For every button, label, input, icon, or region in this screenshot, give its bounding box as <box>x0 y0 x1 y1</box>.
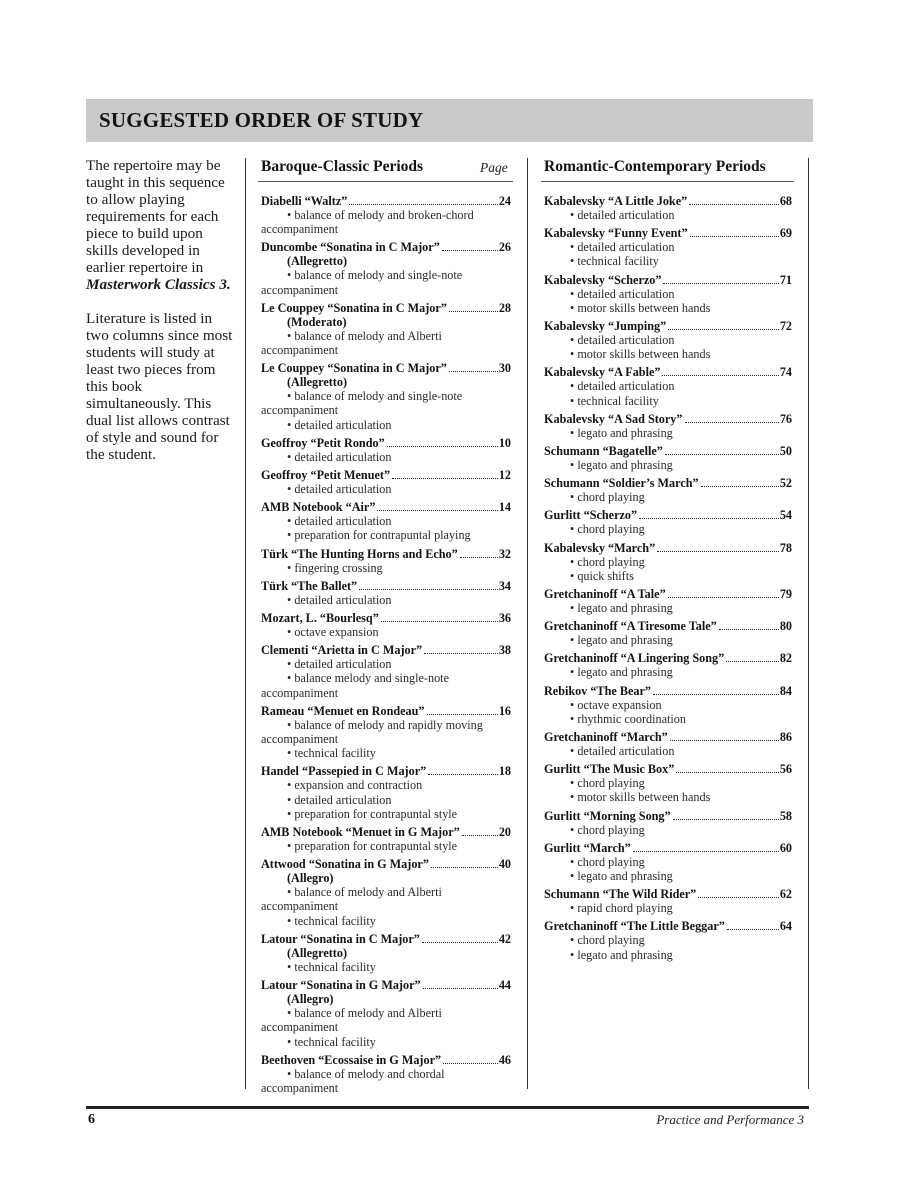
baroque-entry-list <box>261 194 511 1099</box>
skill-note: • expansion and contraction <box>287 778 423 793</box>
leader-dots <box>349 204 497 205</box>
piece-title: Le Couppey “Sonatina in C Major” <box>261 361 447 376</box>
skill-note: • legato and phrasing <box>570 458 673 473</box>
entry-title <box>544 226 792 240</box>
entry-title <box>261 361 511 375</box>
list-item <box>261 468 511 496</box>
leader-dots <box>381 621 498 622</box>
leader-dots <box>670 740 779 741</box>
list-item <box>261 825 511 853</box>
piece-title: Schumann “Bagatelle” <box>544 444 663 459</box>
skill-note: • balance melody and single-note accompaniment <box>261 671 449 700</box>
piece-title: Beethoven “Ecossaise in G Major” <box>261 1052 442 1067</box>
page-ref: 79 <box>779 587 792 602</box>
leader-dots <box>423 988 498 989</box>
piece-title: Latour “Sonatina in C Major” <box>261 931 420 946</box>
leader-dots <box>726 661 779 662</box>
baroque-column-heading: Baroque-Classic Periods <box>261 158 424 175</box>
page-ref: 76 <box>779 411 792 426</box>
piece-title: Gretchaninoff “A Tale” <box>544 587 666 602</box>
piece-title: Schumann “The Wild Rider” <box>544 887 697 902</box>
list-item <box>544 226 792 268</box>
page-ref: 71 <box>779 272 792 287</box>
list-item <box>261 704 511 761</box>
intro-book-title: Masterwork Classics 3. <box>86 276 231 293</box>
skill-note: • motor skills between hands <box>570 300 711 315</box>
column-divider-right <box>808 158 809 1089</box>
entry-title <box>261 436 511 450</box>
list-item <box>544 365 792 407</box>
list-item <box>261 500 511 542</box>
leader-dots <box>689 204 779 205</box>
romantic-column-heading: Romantic-Contemporary Periods <box>544 158 766 175</box>
page-ref: 72 <box>779 319 792 334</box>
page-ref: 30 <box>498 361 511 376</box>
entry-title <box>261 611 511 625</box>
intro-paragraph-1-text: The repertoire may be taught in this sequence to allow playing requirements for each piece to build upon skills developed in earlier repertoire in <box>86 157 225 276</box>
skill-note: • detailed articulation <box>287 449 392 464</box>
skill-note: • legato and phrasing <box>570 947 673 962</box>
entry-title <box>261 579 511 593</box>
romantic-heading-rule <box>541 181 794 182</box>
piece-title: AMB Notebook “Air” <box>261 500 376 515</box>
entry-title <box>544 762 792 776</box>
leader-dots <box>424 653 498 654</box>
leader-dots <box>668 597 779 598</box>
skill-note: • legato and phrasing <box>570 869 673 884</box>
skill-note: • technical facility <box>570 254 659 269</box>
skill-note: • rapid chord playing <box>570 901 673 916</box>
leader-dots <box>663 283 778 284</box>
list-item <box>544 651 792 679</box>
skill-note: • balance of melody and Alberti accompaniment <box>261 328 442 358</box>
list-item <box>261 857 511 928</box>
baroque-heading-rule <box>258 181 513 182</box>
page-ref: 54 <box>779 508 792 523</box>
column-divider-left <box>245 158 246 1089</box>
romantic-entry-list <box>544 194 792 966</box>
piece-title: Türk “The Hunting Horns and Echo” <box>261 546 458 561</box>
leader-dots <box>443 1063 498 1064</box>
leader-dots <box>427 714 498 715</box>
page-ref: 56 <box>779 762 792 777</box>
list-item <box>544 476 792 504</box>
skill-note: • detailed articulation <box>287 792 392 807</box>
skill-note: • balance of melody and single-note accompaniment <box>261 389 463 418</box>
entry-title <box>544 651 792 665</box>
skill-note: • chord playing <box>570 933 645 948</box>
piece-title: Diabelli “Waltz” <box>261 194 348 208</box>
leader-dots <box>392 478 498 479</box>
skill-note: • chord playing <box>570 776 645 791</box>
skill-note: • balance of melody and Alberti accompaniment <box>261 885 442 914</box>
page-ref: 84 <box>779 683 792 698</box>
intro-paragraph-1 <box>86 157 236 293</box>
entry-title <box>544 444 792 458</box>
skill-note: • detailed articulation <box>570 208 675 222</box>
page-ref: 20 <box>498 825 511 840</box>
skill-note: • detailed articulation <box>570 379 675 394</box>
skill-note: • quick shifts <box>570 568 634 583</box>
leader-dots <box>657 551 779 552</box>
page-ref: 16 <box>498 703 511 718</box>
skill-note: • rhythmic coordination <box>570 711 686 726</box>
entry-title <box>261 643 511 657</box>
piece-title: Le Couppey “Sonatina in C Major” <box>261 300 447 315</box>
entry-title <box>261 301 511 315</box>
page-ref: 74 <box>779 365 792 380</box>
leader-dots <box>662 375 778 376</box>
leader-dots <box>685 422 779 423</box>
tempo-marking: (Allegretto) <box>287 945 348 960</box>
leader-dots <box>442 250 498 251</box>
section-title-bar <box>86 99 813 142</box>
list-item <box>261 436 511 464</box>
skill-note: • chord playing <box>570 822 645 837</box>
leader-dots <box>690 236 779 237</box>
skill-note: • technical facility <box>287 913 376 928</box>
leader-dots <box>639 518 779 519</box>
piece-title: Gretchaninoff “The Little Beggar” <box>544 919 725 934</box>
list-item <box>261 611 511 639</box>
skill-note: • legato and phrasing <box>570 633 673 648</box>
list-item <box>544 194 792 222</box>
entry-title <box>544 730 792 744</box>
piece-title: Gretchaninoff “A Tiresome Tale” <box>544 619 717 634</box>
leader-dots <box>668 329 779 330</box>
footer-rule <box>86 1106 809 1109</box>
list-item <box>261 579 511 607</box>
leader-dots <box>698 897 779 898</box>
page-ref: 82 <box>779 651 792 666</box>
piece-title: Kabalevsky “Jumping” <box>544 319 667 334</box>
skill-note: • detailed articulation <box>287 417 392 432</box>
entry-title <box>261 468 511 482</box>
piece-title: Attwood “Sonatina in G Major” <box>261 857 429 872</box>
page-ref: 36 <box>498 611 511 626</box>
list-item <box>261 643 511 700</box>
entry-title <box>261 547 511 561</box>
entry-title <box>544 919 792 933</box>
page-ref: 86 <box>779 730 792 745</box>
piece-title: Clementi “Arietta in C Major” <box>261 643 423 658</box>
list-item <box>544 684 792 726</box>
tempo-marking: (Allegro) <box>287 992 334 1007</box>
skill-note: • detailed articulation <box>570 286 675 301</box>
piece-title: Geoffroy “Petit Menuet” <box>261 468 391 483</box>
entry-title <box>544 619 792 633</box>
entry-title <box>544 194 792 208</box>
page-column-label: Page <box>480 160 508 175</box>
list-item <box>261 1053 511 1095</box>
list-item <box>544 319 792 361</box>
page-ref: 18 <box>498 764 511 779</box>
piece-title: Gretchaninoff “March” <box>544 730 668 745</box>
entry-title <box>261 932 511 946</box>
leader-dots <box>359 589 498 590</box>
leader-dots <box>633 851 779 852</box>
list-item <box>544 919 792 961</box>
skill-note: • detailed articulation <box>570 744 675 759</box>
page-ref: 12 <box>498 468 511 483</box>
leader-dots <box>673 819 779 820</box>
leader-dots <box>428 774 498 775</box>
skill-note: • motor skills between hands <box>570 790 711 805</box>
entry-title <box>544 809 792 823</box>
list-item <box>261 764 511 821</box>
entry-title <box>544 412 792 426</box>
page-ref: 69 <box>779 226 792 241</box>
skill-note: • fingering crossing <box>287 560 383 575</box>
piece-title: Rameau “Menuet en Rondeau” <box>261 703 425 718</box>
skill-note: • technical facility <box>287 1034 376 1049</box>
skill-note: • detailed articulation <box>287 482 392 497</box>
piece-title: Geoffroy “Petit Rondo” <box>261 435 385 450</box>
entry-title <box>261 857 511 871</box>
skill-note: • octave expansion <box>287 625 379 640</box>
piece-title: Kabalevsky “A Fable” <box>544 365 661 380</box>
leader-dots <box>676 772 778 773</box>
skill-note: • legato and phrasing <box>570 665 673 680</box>
piece-title: Kabalevsky “A Little Joke” <box>544 194 688 208</box>
page-title: SUGGESTED ORDER OF STUDY <box>99 108 424 132</box>
piece-title: Kabalevsky “March” <box>544 540 656 555</box>
intro-text <box>86 157 236 463</box>
list-item <box>261 194 511 236</box>
leader-dots <box>719 629 779 630</box>
entry-title <box>544 476 792 490</box>
page-ref: 24 <box>498 194 511 208</box>
page-ref: 32 <box>498 546 511 561</box>
leader-dots <box>449 311 498 312</box>
page-ref: 50 <box>779 444 792 459</box>
entry-title <box>544 887 792 901</box>
skill-note: • chord playing <box>570 490 645 505</box>
page-ref: 44 <box>498 978 511 993</box>
page-ref: 46 <box>498 1052 511 1067</box>
skill-note: • chord playing <box>570 554 645 569</box>
skill-note: • legato and phrasing <box>570 425 673 440</box>
piece-title: Kabalevsky “A Sad Story” <box>544 411 683 426</box>
list-item <box>261 978 511 1049</box>
list-item <box>544 619 792 647</box>
skill-note: • chord playing <box>570 854 645 869</box>
skill-note: • detailed articulation <box>570 333 675 348</box>
entry-title <box>544 841 792 855</box>
list-item <box>261 301 511 357</box>
footer-book-title: Practice and Performance 3 <box>656 1112 804 1127</box>
leader-dots <box>460 557 498 558</box>
piece-title: Latour “Sonatina in G Major” <box>261 978 421 993</box>
skill-note: • detailed articulation <box>570 240 675 255</box>
list-item <box>544 412 792 440</box>
entry-title <box>544 365 792 379</box>
leader-dots <box>665 454 779 455</box>
page-ref: 38 <box>498 643 511 658</box>
piece-title: Gretchaninoff “A Lingering Song” <box>544 651 725 666</box>
skill-note: • balance of melody and rapidly moving accompaniment <box>261 717 483 747</box>
list-item <box>544 762 792 804</box>
page-ref: 14 <box>498 500 511 515</box>
list-item <box>544 887 792 915</box>
skill-note: • detailed articulation <box>287 514 392 529</box>
page-ref: 58 <box>779 808 792 823</box>
leader-dots <box>653 694 779 695</box>
piece-title: Gurlitt “March” <box>544 840 631 855</box>
entry-title <box>544 541 792 555</box>
entry-title <box>544 587 792 601</box>
piece-title: Schumann “Soldier’s March” <box>544 476 699 491</box>
piece-title: Mozart, L. “Bourlesq” <box>261 611 379 626</box>
tempo-marking: (Allegretto) <box>287 375 348 390</box>
list-item <box>261 932 511 974</box>
entry-title <box>261 825 511 839</box>
leader-dots <box>431 867 498 868</box>
skill-note: • technical facility <box>287 959 376 974</box>
page-ref: 64 <box>779 919 792 934</box>
skill-note: • legato and phrasing <box>570 601 673 616</box>
skill-note: • detailed articulation <box>287 657 392 672</box>
piece-title: Gurlitt “The Music Box” <box>544 762 675 777</box>
skill-note: • balance of melody and single-note accompaniment <box>261 268 463 297</box>
page-number: 6 <box>88 1112 95 1127</box>
list-item <box>261 361 511 432</box>
tempo-marking: (Allegretto) <box>287 254 348 269</box>
skill-note: • technical facility <box>287 746 376 761</box>
list-item <box>544 444 792 472</box>
piece-title: AMB Notebook “Menuet in G Major” <box>261 825 460 840</box>
page-ref: 68 <box>779 194 792 208</box>
skill-note: • preparation for contrapuntal playing <box>287 528 471 543</box>
tempo-marking: (Allegro) <box>287 871 334 886</box>
piece-title: Gurlitt “Morning Song” <box>544 808 671 823</box>
entry-title <box>544 508 792 522</box>
entry-title <box>261 240 511 254</box>
entry-title <box>261 764 511 778</box>
page-ref: 60 <box>779 840 792 855</box>
skill-note: • chord playing <box>570 522 645 537</box>
entry-title <box>261 704 511 718</box>
piece-title: Gurlitt “Scherzo” <box>544 508 638 523</box>
skill-note: • balance of melody and Alberti accompaniment <box>261 1006 442 1035</box>
leader-dots <box>449 371 498 372</box>
list-item <box>544 730 792 758</box>
skill-note: • balance of melody and chordal accompaniment <box>261 1066 445 1095</box>
page-ref: 34 <box>498 578 511 593</box>
entry-title <box>261 500 511 514</box>
leader-dots <box>387 446 498 447</box>
page-ref: 52 <box>779 476 792 491</box>
entry-title <box>261 978 511 992</box>
list-item <box>544 508 792 536</box>
intro-paragraph-2: Literature is listed in two columns since most students will study at least two pieces from this book simultaneously. This dual list allows contrast of style and sound for the student. <box>86 310 233 463</box>
page-ref: 40 <box>498 857 511 872</box>
list-item <box>261 240 511 296</box>
list-item <box>544 273 792 315</box>
piece-title: Rebikov “The Bear” <box>544 683 651 698</box>
skill-note: • octave expansion <box>570 697 662 712</box>
page-ref: 28 <box>498 300 511 315</box>
piece-title: Kabalevsky “Scherzo” <box>544 272 662 287</box>
entry-title <box>544 684 792 698</box>
list-item <box>544 541 792 583</box>
skill-note: • detailed articulation <box>287 592 392 607</box>
list-item <box>544 841 792 883</box>
piece-title: Türk “The Ballet” <box>261 578 358 593</box>
page-ref: 10 <box>498 435 511 450</box>
skill-note: • motor skills between hands <box>570 347 711 362</box>
entry-title <box>261 194 511 208</box>
entry-title <box>544 319 792 333</box>
column-divider-middle <box>527 158 528 1089</box>
entry-title <box>544 273 792 287</box>
entry-title <box>261 1053 511 1067</box>
piece-title: Duncombe “Sonatina in C Major” <box>261 240 440 255</box>
leader-dots <box>422 942 498 943</box>
skill-note: • preparation for contrapuntal style <box>287 839 458 854</box>
page-ref: 62 <box>779 887 792 902</box>
page-ref: 42 <box>498 931 511 946</box>
piece-title: Handel “Passepied in C Major” <box>261 764 427 779</box>
page-ref: 78 <box>779 540 792 555</box>
tempo-marking: (Moderato) <box>287 314 347 329</box>
skill-note: • technical facility <box>570 393 659 408</box>
list-item <box>261 547 511 575</box>
page-ref: 80 <box>779 619 792 634</box>
piece-title: Kabalevsky “Funny Event” <box>544 226 688 241</box>
list-item <box>544 809 792 837</box>
leader-dots <box>377 510 497 511</box>
leader-dots <box>701 486 779 487</box>
skill-note: • preparation for contrapuntal style <box>287 806 458 821</box>
leader-dots <box>462 835 498 836</box>
list-item <box>544 587 792 615</box>
skill-note: • balance of melody and broken-chord accompaniment <box>261 208 474 237</box>
page-ref: 26 <box>498 240 511 255</box>
leader-dots <box>727 929 779 930</box>
